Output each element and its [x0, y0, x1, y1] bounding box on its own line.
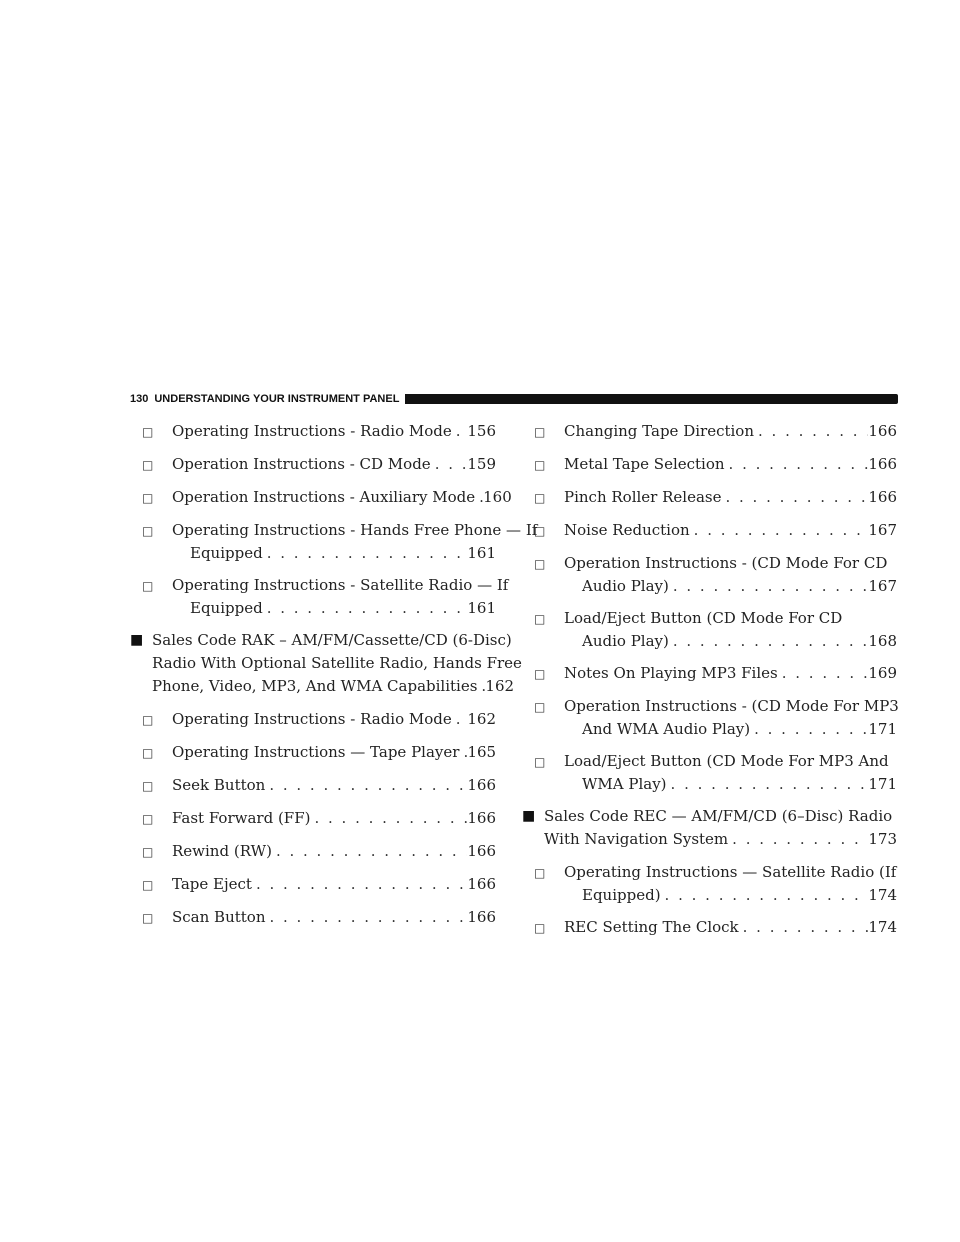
toc-entry-line — [172, 873, 496, 896]
filled-square-bullet-icon: ■ — [130, 632, 144, 648]
toc-entry-text: Operating Instructions - Satellite Radio — If — [172, 576, 509, 594]
toc-subentry[interactable] — [522, 453, 897, 476]
toc-page-number: 166 — [467, 776, 496, 794]
toc-entry-line — [544, 828, 897, 851]
leader-dots — [728, 828, 868, 851]
leader-dots — [477, 675, 485, 698]
toc-entry-text: Sales Code RAK – AM/FM/Cassette/CD (6-Disc) — [152, 631, 512, 649]
toc-entry-text: Noise Reduction — [564, 521, 690, 539]
toc-subentry[interactable] — [130, 906, 496, 929]
toc-page-number: 165 — [467, 743, 497, 761]
page-number: 130 — [130, 393, 149, 405]
toc-entry-text: Radio With Optional Satellite Radio, Hands Free — [152, 654, 522, 672]
toc-entry-text: Seek Button — [172, 776, 266, 794]
leader-dots — [265, 906, 467, 929]
toc-entry-line — [152, 629, 512, 652]
leader-dots — [669, 575, 869, 598]
hollow-square-bullet-icon: □ — [534, 612, 546, 626]
toc-entry-line — [172, 906, 496, 929]
toc-entry-text: With Navigation System — [544, 830, 729, 848]
leader-dots — [754, 420, 868, 443]
hollow-square-bullet-icon: □ — [534, 524, 546, 538]
toc-section-entry[interactable] — [130, 629, 522, 698]
hollow-square-bullet-icon: □ — [142, 746, 154, 760]
toc-entry-text: Operating Instructions — Tape Player — [172, 743, 460, 761]
toc-entry-line — [564, 552, 897, 575]
leader-dots — [475, 486, 483, 509]
toc-subentry[interactable] — [130, 774, 496, 797]
toc-subentry[interactable] — [130, 519, 538, 565]
leader-dots — [265, 774, 467, 797]
hollow-square-bullet-icon: □ — [142, 524, 154, 538]
toc-subentry[interactable] — [522, 662, 897, 685]
toc-entry-text: And WMA Audio Play) — [582, 720, 751, 738]
toc-subentry[interactable] — [130, 453, 496, 476]
toc-entry-text: Operating Instructions — Satellite Radio (If — [564, 863, 897, 881]
hollow-square-bullet-icon: □ — [142, 812, 154, 826]
toc-entry-line — [564, 750, 897, 773]
toc-subentry[interactable] — [522, 861, 897, 907]
hollow-square-bullet-icon: □ — [534, 700, 546, 714]
toc-page-number: 171 — [868, 720, 897, 738]
toc-subentry[interactable] — [130, 420, 496, 443]
toc-entry-text: Equipped) — [582, 886, 661, 904]
toc-page-number: 168 — [868, 632, 897, 650]
toc-entry-text: Operation Instructions - Auxiliary Mode — [172, 488, 476, 506]
toc-page-number: 174 — [868, 886, 897, 904]
leader-dots — [778, 662, 869, 685]
toc-page-number: 167 — [868, 521, 897, 539]
leader-dots — [263, 542, 468, 565]
leader-dots — [721, 486, 868, 509]
hollow-square-bullet-icon: □ — [534, 921, 546, 935]
toc-entry-line — [564, 662, 897, 685]
toc-entry-line — [152, 675, 515, 698]
hollow-square-bullet-icon: □ — [534, 866, 546, 880]
leader-dots — [452, 420, 468, 443]
toc-page-number: 156 — [467, 422, 496, 440]
toc-entry-line — [172, 542, 496, 565]
toc-subentry[interactable] — [522, 486, 897, 509]
toc-entry-text: Operation Instructions - (CD Mode For CD — [564, 554, 888, 572]
toc-entry-text: Load/Eject Button (CD Mode For MP3 And — [564, 752, 889, 770]
hollow-square-bullet-icon: □ — [534, 557, 546, 571]
toc-page-number: 166 — [467, 809, 496, 827]
toc-entry-text: Fast Forward (FF) — [172, 809, 311, 827]
toc-subentry[interactable] — [522, 750, 897, 796]
toc-entry-line — [172, 519, 538, 542]
section-title: UNDERSTANDING YOUR INSTRUMENT PANEL — [154, 393, 400, 405]
toc-entry-line — [564, 884, 897, 907]
toc-left-column — [130, 420, 538, 939]
toc-entry-line — [564, 420, 897, 443]
leader-dots — [263, 597, 468, 620]
running-header — [130, 391, 898, 407]
hollow-square-bullet-icon: □ — [142, 911, 154, 925]
toc-entry-line — [564, 695, 897, 718]
toc-page-number: 171 — [868, 775, 897, 793]
toc-section-entry[interactable] — [522, 805, 897, 851]
toc-entry-text: Operating Instructions - Radio Mode — [172, 422, 452, 440]
toc-subentry[interactable] — [130, 840, 496, 863]
toc-entry-text: Equipped — [190, 599, 263, 617]
toc-entry-line — [564, 486, 897, 509]
toc-entry-text: Operation Instructions - (CD Mode For MP3 — [564, 697, 899, 715]
toc-right-column — [522, 420, 897, 949]
toc-page-number: 166 — [467, 908, 496, 926]
toc-page-number: 174 — [868, 918, 897, 936]
toc-page-number: 162 — [485, 677, 515, 695]
toc-page-number: 166 — [467, 875, 496, 893]
hollow-square-bullet-icon: □ — [142, 579, 154, 593]
leader-dots — [252, 873, 467, 896]
toc-subentry[interactable] — [522, 519, 897, 542]
toc-entry-line — [564, 861, 897, 884]
toc-page-number: 167 — [868, 577, 897, 595]
toc-page-number: 173 — [868, 830, 897, 848]
toc-entry-text: Rewind (RW) — [172, 842, 272, 860]
toc-entry-line — [172, 597, 496, 620]
leader-dots — [452, 708, 468, 731]
toc-entry-line — [564, 519, 897, 542]
toc-entry-line — [172, 420, 496, 443]
leader-dots — [459, 741, 467, 764]
leader-dots — [669, 630, 869, 653]
toc-entry-line — [172, 486, 512, 509]
toc-entry-text: Load/Eject Button (CD Mode For CD — [564, 609, 843, 627]
toc-page-number: 159 — [467, 455, 496, 473]
toc-entry-text: Sales Code REC — AM/FM/CD (6–Disc) Radio — [544, 807, 893, 825]
toc-page-number: 166 — [467, 842, 496, 860]
toc-entry-text: Tape Eject — [172, 875, 252, 893]
leader-dots — [431, 453, 468, 476]
toc-entry-text: WMA Play) — [582, 775, 667, 793]
toc-entry-text: Pinch Roller Release — [564, 488, 722, 506]
hollow-square-bullet-icon: □ — [534, 755, 546, 769]
leader-dots — [725, 453, 869, 476]
toc-entry-text: Equipped — [190, 544, 263, 562]
toc-entry-line — [564, 718, 897, 741]
toc-page-number: 166 — [868, 422, 897, 440]
leader-dots — [750, 718, 868, 741]
toc-page-number: 166 — [868, 455, 897, 473]
toc-entry-line — [172, 453, 496, 476]
toc-entry-line — [544, 805, 897, 828]
toc-entry-line — [152, 652, 522, 675]
hollow-square-bullet-icon: □ — [142, 713, 154, 727]
toc-page-number: 162 — [467, 710, 496, 728]
hollow-square-bullet-icon: □ — [534, 458, 546, 472]
leader-dots — [310, 807, 467, 830]
hollow-square-bullet-icon: □ — [142, 458, 154, 472]
toc-entry-line — [172, 741, 496, 764]
toc-entry-line — [172, 574, 509, 597]
toc-entry-line — [564, 630, 897, 653]
toc-entry-line — [564, 773, 897, 796]
toc-entry-text: Scan Button — [172, 908, 266, 926]
toc-subentry[interactable] — [130, 873, 496, 896]
leader-dots — [739, 916, 869, 939]
toc-entry-text: Notes On Playing MP3 Files — [564, 664, 778, 682]
toc-entry-text: Operation Instructions - CD Mode — [172, 455, 431, 473]
toc-entry-text: Changing Tape Direction — [564, 422, 754, 440]
hollow-square-bullet-icon: □ — [142, 878, 154, 892]
hollow-square-bullet-icon: □ — [142, 425, 154, 439]
toc-entry-text: REC Setting The Clock — [564, 918, 739, 936]
toc-entry-line — [564, 607, 897, 630]
leader-dots — [690, 519, 869, 542]
header-rule — [405, 394, 898, 404]
toc-subentry[interactable] — [130, 807, 496, 830]
toc-entry-line — [564, 575, 897, 598]
toc-subentry[interactable] — [130, 486, 512, 509]
toc-subentry[interactable] — [522, 607, 897, 653]
toc-subentry[interactable] — [130, 574, 509, 620]
toc-page-number: 169 — [868, 664, 897, 682]
toc-entry-line — [172, 807, 496, 830]
toc-entry-line — [172, 774, 496, 797]
toc-subentry[interactable] — [522, 420, 897, 443]
hollow-square-bullet-icon: □ — [142, 491, 154, 505]
toc-subentry[interactable] — [522, 552, 897, 598]
toc-entry-text: Metal Tape Selection — [564, 455, 725, 473]
toc-page-number: 160 — [483, 488, 512, 506]
toc-page-number: 161 — [467, 599, 496, 617]
hollow-square-bullet-icon: □ — [534, 491, 546, 505]
toc-entry-text: Operating Instructions - Radio Mode — [172, 710, 452, 728]
toc-subentry[interactable] — [130, 708, 496, 731]
filled-square-bullet-icon: ■ — [522, 808, 536, 824]
toc-page-number: 166 — [868, 488, 897, 506]
toc-page-number: 161 — [467, 544, 496, 562]
toc-entry-text: Operating Instructions - Hands Free Phone — If — [172, 521, 538, 539]
toc-entry-line — [564, 453, 897, 476]
hollow-square-bullet-icon: □ — [142, 779, 154, 793]
toc-subentry[interactable] — [130, 741, 496, 764]
toc-entry-text: Phone, Video, MP3, And WMA Capabilities — [152, 677, 478, 695]
toc-entry-line — [172, 840, 496, 863]
hollow-square-bullet-icon: □ — [534, 667, 546, 681]
hollow-square-bullet-icon: □ — [534, 425, 546, 439]
toc-subentry[interactable] — [522, 916, 897, 939]
leader-dots — [272, 840, 467, 863]
toc-entry-text: Audio Play) — [582, 632, 669, 650]
toc-entry-line — [172, 708, 496, 731]
hollow-square-bullet-icon: □ — [142, 845, 154, 859]
toc-subentry[interactable] — [522, 695, 897, 741]
toc-entry-line — [564, 916, 897, 939]
leader-dots — [661, 884, 869, 907]
toc-entry-text: Audio Play) — [582, 577, 669, 595]
leader-dots — [667, 773, 869, 796]
